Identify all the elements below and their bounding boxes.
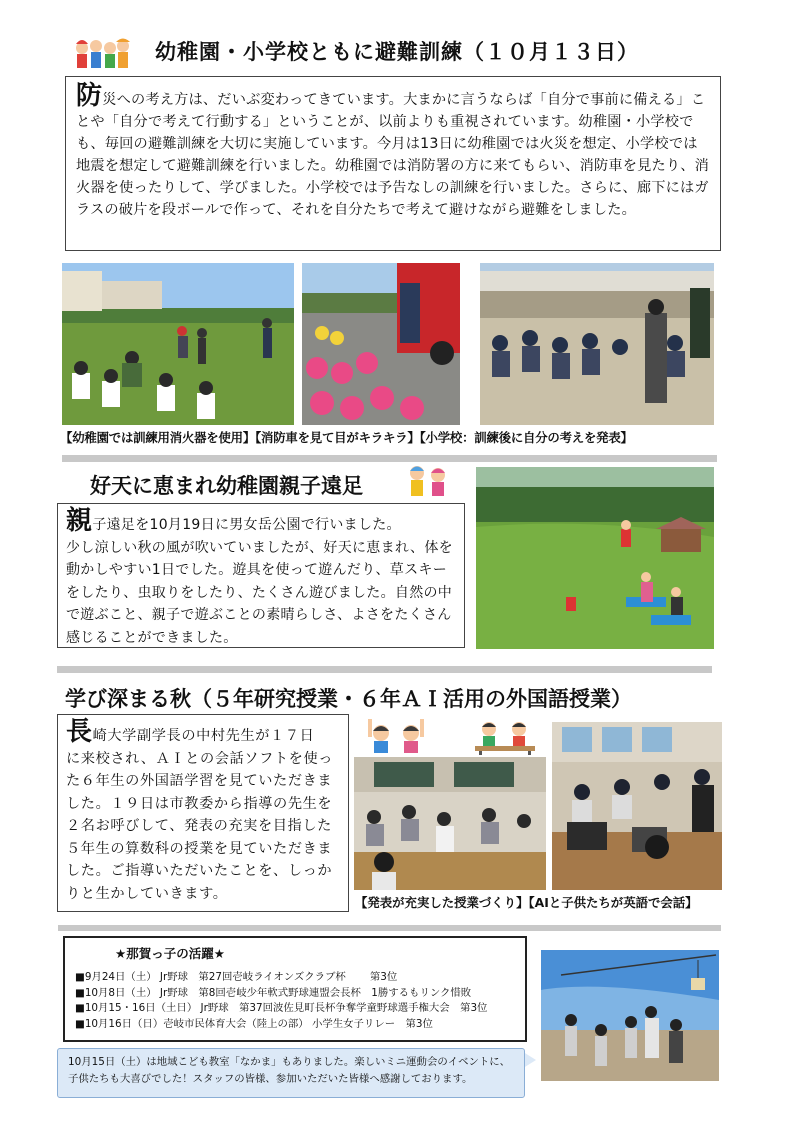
kids-illustration-icon	[72, 36, 132, 74]
section-divider	[62, 455, 717, 462]
section-divider	[58, 925, 721, 931]
photo-mini-sports-day	[541, 950, 719, 1081]
section3-first-line: 崎大学副学長の中村先生が１７日	[92, 728, 315, 744]
section3-title: 学び深まる秋（５年研究授業・６年ＡＩ活用の外国語授業）	[65, 687, 632, 711]
sports-title: ★那賀っ子の活躍★	[115, 946, 225, 961]
section1-photo-caption: 【幼稚園では訓練用消火器を使用】【消防車を見て目がキラキラ】【小学校：訓練後に自分の考えを発表】	[60, 430, 633, 445]
section2-first-line: 子遠足を10月19日に男女岳公園で行いました。	[92, 517, 401, 533]
section3-body: に来校され、ＡＩとの会話ソフトを使った６年生の外国語学習を見ていただきました。１９日は市教委から指導の先生を２名お呼びして、発表の充実を目指した５年生の算数科の授業を見ていただきました。ご指導いただいたことを、しっかりと生かしていきます。	[66, 750, 334, 902]
section1-body: 災への考え方は、だいぶ変わってきています。大まかに言うならば「自分で事前に備える」ことや「自分で考えて行動する」ということが、以前よりも重視されています。幼稚園・小学校でも、毎回の避難訓練を大切に実施しています。今月は13日に幼稚園では火災を想定、小学校では地震を想定して避難訓練を行いました。幼稚園では消防署の方に来てもらい、消防車を見たり、消火器を使ったりして、学びました。小学校では予告なしの訓練を行いました。さらに、廊下にはガラスの破片を段ボールで作って、それを自分たちで考えて避けながら避難をしました。	[76, 92, 710, 218]
section2-article	[57, 503, 465, 648]
sports-row: ■9月24日（土） Jr野球 第27回壱岐ライオンズクラブ杯 第3位	[75, 971, 398, 983]
photo-kindergarten-extinguisher	[62, 263, 294, 425]
kids-raising-hands-icon	[366, 717, 446, 755]
section-divider	[57, 666, 712, 673]
section2-title: 好天に恵まれ幼稚園親子遠足	[90, 474, 363, 498]
community-class-callout: 10月15日（土）は地域こども教室「なかま」もありました。楽しいミニ運動会のイベントに、子供たちも大喜びでした！スタッフの皆様、参加いただいた皆様へ感謝しております。	[57, 1048, 525, 1098]
photo-math-class	[354, 757, 546, 890]
photo-ai-english-class	[552, 722, 722, 890]
photo-park-excursion	[476, 467, 714, 649]
section3-photo-caption: 【発表が充実した授業づくり】【AIと子供たちが英語で会話】	[355, 895, 698, 910]
section1-initial: 防	[76, 81, 103, 111]
section1-title: 幼稚園・小学校ともに避難訓練（１０月１３日）	[155, 40, 639, 64]
sports-achievements-box	[63, 936, 527, 1042]
section2-body: 少し涼しい秋の風が吹いていましたが、好天に恵まれ、体を動かしやすい1日でした。遊具を使って遊んだり、草スキーをしたり、虫取りをしたり、たくさん遊びました。自然の中で遊ぶこと、親子で遊ぶことの素晴らしさ、よさをたくさん感じることができました。	[66, 539, 453, 646]
sports-row: ■10月15・16日（土日） Jr野球 第37回波佐見町長杯争奪学童野球選手権大会 第3位	[75, 1002, 488, 1014]
sports-row: ■10月8日（土） Jr野球 第8回壱岐少年軟式野球連盟会長杯 1勝するもリンク惜敗	[75, 986, 472, 999]
section1-article	[65, 76, 721, 251]
section2-initial: 親	[66, 506, 93, 536]
photo-elementary-discussion	[480, 263, 714, 425]
kids-at-desk-icon	[475, 719, 535, 755]
section3-initial: 長	[66, 717, 93, 747]
section3-article	[57, 714, 349, 912]
photo-fire-truck	[302, 263, 460, 425]
kids-picnic-icon	[405, 463, 451, 499]
sports-row: ■10月16日（日）壱岐市民体育大会（陸上の部） 小学生女子リレー 第3位	[75, 1017, 433, 1030]
